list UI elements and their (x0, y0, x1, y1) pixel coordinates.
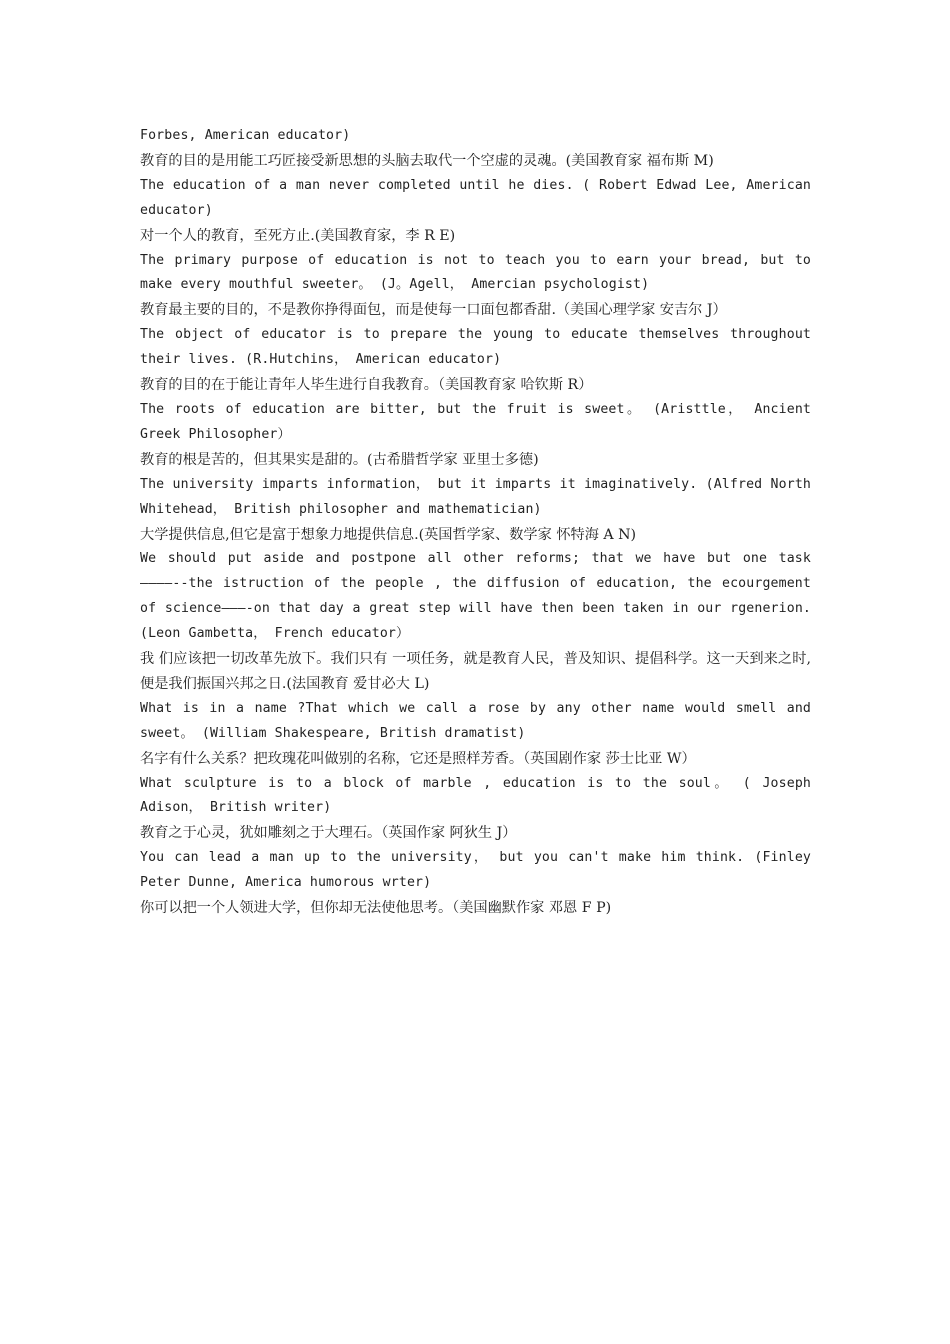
quote-english: The primary purpose of education is not to teach you to earn your bread, but to make every mouthful sweeter。 (J。Agell， Amercian psychologist) (140, 252, 811, 293)
quote-english: The object of educator is to prepare the young to educate themselves throughout their lives. (R.Hutchins， American educator) (140, 327, 811, 368)
quote-chinese-translation: 教育的根是苦的，但其果实是甜的。(古希腊哲学家 亚里士多德) (140, 451, 539, 468)
quote-chinese-translation: 我 们应该把一切改革先放下。我们只有 一项任务，就是教育人民，普及知识、提倡科学。这一天到来之时,便是我们振国兴邦之日.(法国教育 爱甘必大 L) (140, 651, 811, 692)
quote-english: You can lead a man up to the university， but you can't make him think. (Finley Peter Dunne, America humorous wrter) (140, 850, 811, 891)
quote-english: The roots of education are bitter, but the fruit is sweet。 (Aristtle， Ancient Greek Philosopher） (140, 401, 811, 442)
quote-chinese-translation: 教育之于心灵，犹如雕刻之于大理石。（英国作家 阿狄生 J） (140, 825, 517, 842)
quote-english: The university imparts information， but it imparts it imaginatively. (Alfred North Whitehead， British philosopher and mathematician) (140, 476, 811, 517)
quote-chinese-translation: 教育的目的是用能工巧匠接受新思想的头脑去取代一个空虚的灵魂。(美国教育家 福布斯 M) (140, 152, 714, 169)
quote-chinese-translation: 名字有什么关系？把玫瑰花叫做别的名称，它还是照样芳香。（英国剧作家 莎士比亚 W） (140, 750, 696, 767)
document-body (140, 124, 811, 921)
quote-english: The education of a man never completed until he dies. ( Robert Edwad Lee, American educator) (140, 177, 811, 218)
quote-chinese-translation: 你可以把一个人领进大学，但你却无法使他思考。（美国幽默作家 邓恩 F P) (140, 900, 612, 917)
quote-chinese-translation: 大学提供信息,但它是富于想象力地提供信息.(英国哲学家、数学家 怀特海 A N) (140, 526, 637, 543)
quote-english: Forbes, American educator) (140, 128, 351, 143)
quote-english: What sculpture is to a block of marble , education is to the soul。 ( Joseph Adison， British writer) (140, 775, 811, 816)
quote-english: What is in a name ?That which we call a rose by any other name would smell and sweet。 (William Shakespeare, British dramatist) (140, 700, 811, 741)
quote-english: We should put aside and postpone all other reforms; that we have but one task ————--the istruction of the people , the diffusion of education, the ecourgement of science———-on that day a great step will have then been taken in our rgenerion. (Leon Gambetta， French educator） (140, 551, 811, 642)
quote-chinese-translation: 教育最主要的目的，不是教你挣得面包，而是使每一口面包都香甜.（美国心理学家 安吉尔 J） (140, 302, 727, 319)
quote-chinese-translation: 教育的目的在于能让青年人毕生进行自我教育。（美国教育家 哈钦斯 R） (140, 377, 593, 394)
quote-chinese-translation: 对一个人的教育，至死方止.(美国教育家，李 R E) (140, 227, 456, 244)
